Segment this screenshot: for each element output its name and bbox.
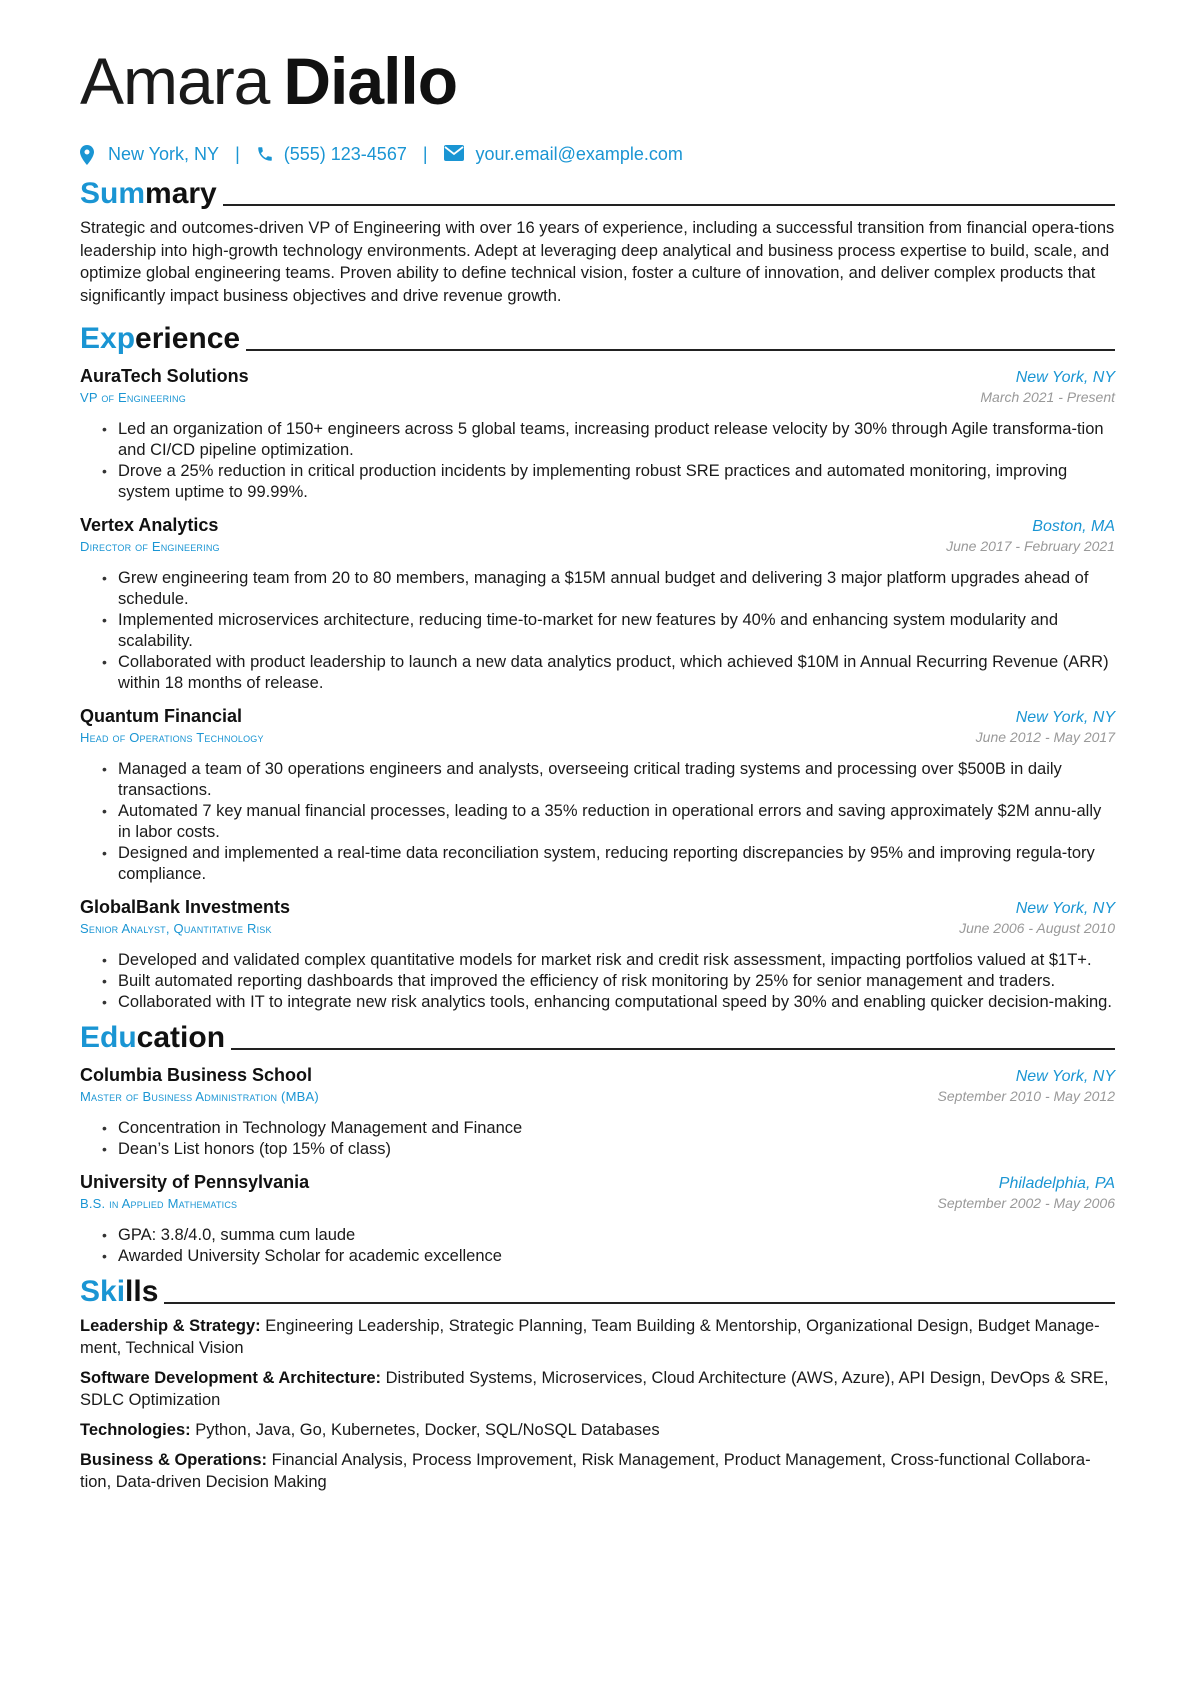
envelope-icon: [444, 145, 466, 165]
experience-title-rest: erience: [135, 321, 241, 355]
email-link[interactable]: your.email@example.com: [475, 144, 683, 164]
education-detail-list: [80, 1225, 1115, 1267]
experience-entry: [80, 366, 1115, 503]
experience-entry: [80, 515, 1115, 694]
section-rule: [246, 349, 1115, 351]
company-name: Quantum Financial: [80, 705, 243, 726]
skill-group: [80, 1449, 1115, 1493]
summary-text: Strategic and outcomes-driven VP of Engineering with over 16 years of experience, including a successful transition from financial opera-tions leadership into high-growth technology environments. Adept at leveraging deep analytical and business process expertise to build, scale, and optimize global engineering teams. Proven ability to define technical vision, foster a culture of innovation, and deliver complex products that significantly impact business objectives and drive revenue growth.: [80, 219, 1115, 305]
job-location: New York, NY: [1015, 899, 1115, 917]
first-name: Amara: [80, 44, 270, 118]
skills-title-accent: Ski: [80, 1274, 126, 1308]
school-dates: September 2010 - May 2012: [937, 1087, 1115, 1104]
education-detail-item: • Awarded University Scholar for academic excellence: [102, 1246, 1115, 1267]
education-detail-item: • Concentration in Technology Management and Finance: [102, 1118, 1115, 1139]
education-detail-item: • Dean’s List honors (top 15% of class): [102, 1139, 1115, 1160]
job-dates: June 2012 - May 2017: [975, 728, 1115, 745]
school-location: Philadelphia, PA: [998, 1174, 1115, 1192]
skill-list: Financial Analysis, Process Improvement, Risk Management, Product Management, Cross-functional Collabora-tion, Data-driven Decision Making: [80, 1450, 1091, 1491]
job-location: New York, NY: [1015, 368, 1115, 386]
achievement-item: • Collaborated with IT to integrate new risk analytics tools, enhancing computational speed by 30% and enabling quicker decision-making.: [102, 992, 1115, 1013]
contact-bar: [80, 144, 1115, 165]
skill-list: Engineering Leadership, Strategic Planning, Team Building & Mentorship, Organizational Design, Budget Manage-ment, Technical Vision: [80, 1316, 1100, 1357]
experience-entry: [80, 706, 1115, 885]
achievement-item: • Collaborated with product leadership to launch a new data analytics product, which achieved $10M in Annual Recurring Revenue (ARR) within 18 months of release.: [102, 652, 1115, 694]
experience-entry: [80, 897, 1115, 1013]
job-dates: June 2017 - February 2021: [946, 537, 1115, 554]
experience-heading: [80, 321, 1115, 355]
achievement-item: • Grew engineering team from 20 to 80 members, managing a $15M annual budget and delivering 3 major platform upgrades ahead of schedule.: [102, 568, 1115, 610]
skill-group: [80, 1367, 1115, 1411]
last-name: Diallo: [283, 44, 458, 118]
achievement-list: [80, 568, 1115, 694]
school-name: University of Pennsylvania: [80, 1171, 310, 1192]
contact-location: [80, 144, 219, 165]
skills-heading: [80, 1274, 1115, 1308]
achievement-list: [80, 419, 1115, 503]
summary-title-rest: mary: [145, 177, 217, 210]
phone-icon: [256, 145, 274, 165]
contact-email[interactable]: [444, 144, 683, 165]
job-title: VP of Engineering: [80, 389, 186, 405]
achievement-item: • Built automated reporting dashboards that improved the efficiency of risk monitoring by 25% for senior management and traders.: [102, 971, 1115, 992]
job-location: Boston, MA: [1032, 517, 1115, 535]
contact-separator: |: [235, 144, 240, 164]
contact-phone[interactable]: [256, 144, 407, 165]
achievement-item: • Led an organization of 150+ engineers across 5 global teams, increasing product release velocity by 30% through Agile transforma-tion and CI/CD pipeline optimization.: [102, 419, 1115, 461]
contact-separator: |: [422, 144, 428, 164]
location-text: New York, NY: [108, 144, 220, 164]
school-name: Columbia Business School: [80, 1064, 313, 1085]
map-marker-icon: [80, 145, 98, 165]
education-title-rest: cation: [136, 1020, 226, 1054]
degree-title: B.S. in Applied Mathematics: [80, 1195, 238, 1211]
achievement-item: • Designed and implemented a real-time data reconciliation system, reducing reporting discrepancies by 95% and improving regula-tory compliance.: [102, 843, 1115, 885]
job-title: Senior Analyst, Quantitative Risk: [80, 920, 272, 936]
skill-label: Technologies:: [80, 1420, 191, 1439]
company-name: AuraTech Solutions: [80, 365, 249, 386]
job-dates: June 2006 - August 2010: [959, 919, 1115, 936]
education-entry: [80, 1065, 1115, 1160]
job-title: Director of Engineering: [80, 538, 220, 554]
skill-group: [80, 1315, 1115, 1359]
achievement-list: [80, 759, 1115, 885]
candidate-name: [80, 44, 1115, 118]
school-location: New York, NY: [1015, 1067, 1115, 1085]
skill-label: Software Development & Architecture:: [80, 1368, 382, 1387]
skill-list: Python, Java, Go, Kubernetes, Docker, SQL/NoSQL Databases: [195, 1420, 660, 1439]
achievement-item: • Implemented microservices architecture, reducing time-to-market for new features by 40% and enhancing system modularity and scalability.: [102, 610, 1115, 652]
phone-text[interactable]: (555) 123-4567: [283, 144, 407, 164]
summary-heading: [80, 179, 1115, 209]
skill-label: Business & Operations:: [80, 1450, 268, 1469]
summary-title-accent: Sum: [80, 177, 146, 210]
job-title: Head of Operations Technology: [80, 729, 264, 745]
school-dates: September 2002 - May 2006: [937, 1194, 1115, 1211]
experience-title-accent: Exp: [80, 321, 136, 355]
section-rule: [231, 1048, 1115, 1050]
achievement-item: • Developed and validated complex quantitative models for market risk and credit risk assessment, impacting portfolios valued at $1T+.: [102, 950, 1115, 971]
achievement-item: • Managed a team of 30 operations engineers and analysts, overseeing critical trading systems and processing over $500B in daily transactions.: [102, 759, 1115, 801]
education-detail-item: • GPA: 3.8/4.0, summa cum laude: [102, 1225, 1115, 1246]
section-rule: [223, 204, 1115, 206]
skill-list: Distributed Systems, Microservices, Cloud Architecture (AWS, Azure), API Design, DevOps & SRE, SDLC Optimization: [80, 1368, 1109, 1409]
job-dates: March 2021 - Present: [980, 388, 1115, 405]
education-entry: [80, 1172, 1115, 1267]
skills-title-rest: lls: [125, 1274, 159, 1308]
degree-title: Master of Business Administration (MBA): [80, 1088, 319, 1104]
achievement-item: • Drove a 25% reduction in critical production incidents by implementing robust SRE practices and automated monitoring, improving system uptime to 99.99%.: [102, 461, 1115, 503]
company-name: Vertex Analytics: [80, 514, 219, 535]
job-location: New York, NY: [1015, 708, 1115, 726]
company-name: GlobalBank Investments: [80, 896, 291, 917]
achievement-list: [80, 950, 1115, 1013]
skill-label: Leadership & Strategy:: [80, 1316, 261, 1335]
education-detail-list: [80, 1118, 1115, 1160]
achievement-item: • Automated 7 key manual financial processes, leading to a 35% reduction in operational errors and saving approximately $2M annu-ally in labor costs.: [102, 801, 1115, 843]
education-title-accent: Edu: [80, 1020, 137, 1054]
education-heading: [80, 1020, 1115, 1054]
section-rule: [164, 1302, 1115, 1304]
skill-group: [80, 1419, 1115, 1441]
